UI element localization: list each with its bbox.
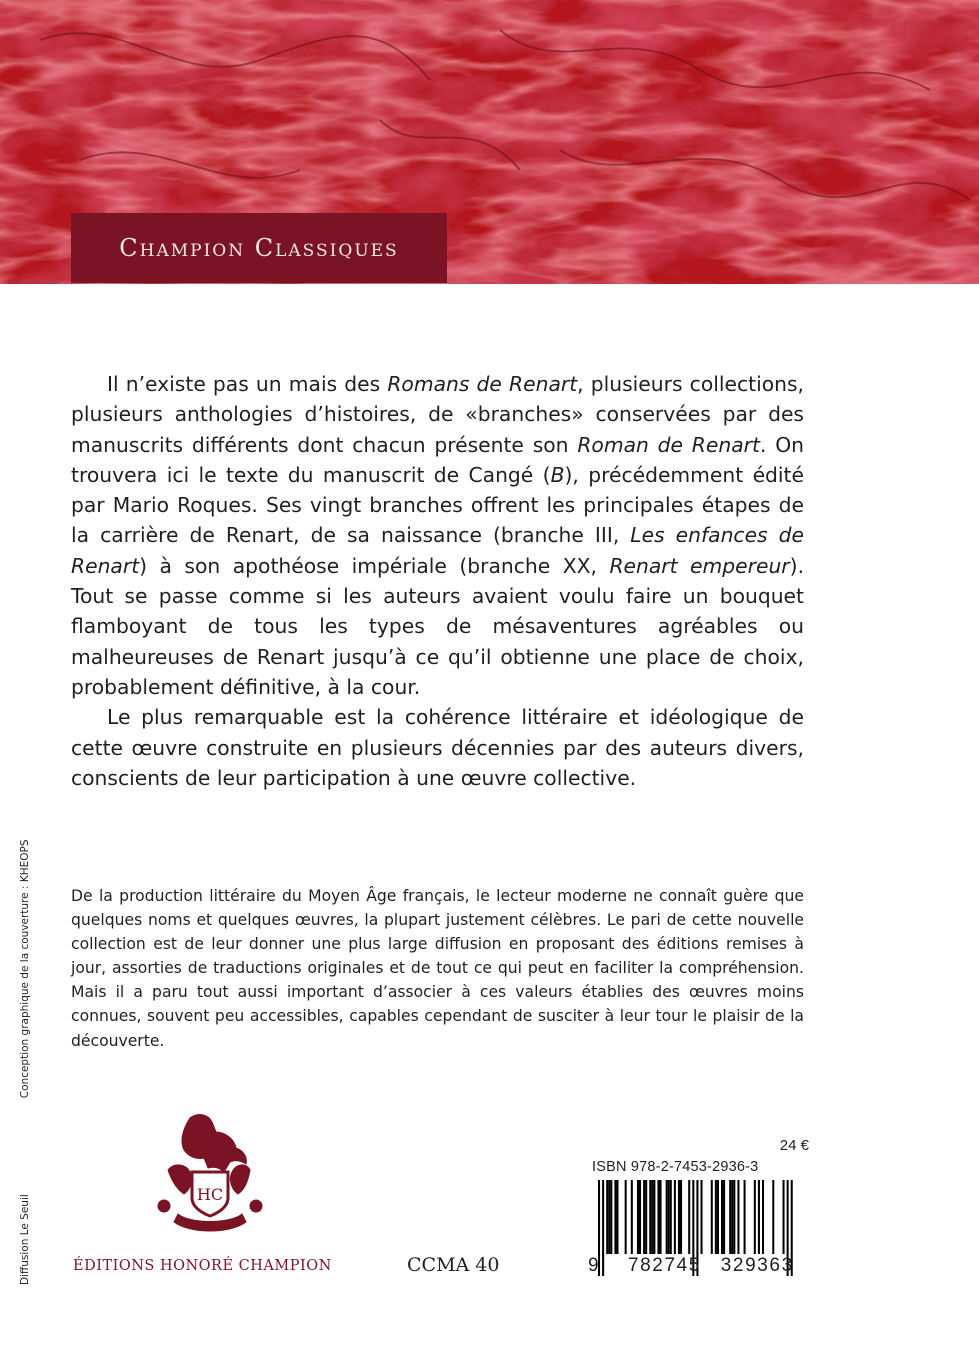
publisher-name: ÉDITIONS HONORÉ CHAMPION	[73, 1258, 332, 1274]
barcode-left-digits: 782745	[627, 1255, 701, 1276]
barcode-bar	[674, 1180, 676, 1254]
barcode-bar	[721, 1180, 723, 1254]
barcode-bar	[701, 1180, 703, 1254]
barcode-bar	[715, 1180, 717, 1254]
book-summary	[71, 369, 804, 793]
horse-crest-logo-icon	[150, 1110, 270, 1240]
barcode-bar	[651, 1180, 653, 1254]
barcode-bar	[688, 1180, 690, 1254]
barcode-digits	[588, 1255, 808, 1277]
barcode-bar	[666, 1180, 668, 1254]
design-credit: Conception graphique de la couverture : KHEOPS	[19, 839, 31, 1099]
barcode-bar	[653, 1180, 655, 1254]
distribution-credit: Diffusion Le Seuil	[19, 1194, 31, 1285]
summary-title-italic: Renart empereur	[609, 553, 790, 578]
summary-paragraph-2: Le plus remarquable est la cohérence littéraire et idéologique de cette œuvre construite en plusieurs décennies par des auteurs divers, conscients de leur participation à une œuvre collective.	[71, 705, 804, 790]
summary-paragraph-1	[71, 369, 804, 702]
barcode-bar	[625, 1180, 627, 1254]
barcode-bar	[758, 1180, 760, 1254]
barcode-bar	[737, 1180, 739, 1254]
barcode-bar	[631, 1180, 633, 1254]
barcode-bar	[643, 1180, 645, 1254]
barcode-bar	[649, 1180, 651, 1254]
barcode-bar	[772, 1180, 774, 1254]
barcode-bar	[639, 1180, 641, 1254]
summary-title-italic: Roman de Renart	[577, 432, 760, 457]
barcode-bar	[657, 1180, 659, 1254]
barcode-bar	[668, 1180, 670, 1254]
summary-title-italic: B	[550, 462, 565, 487]
series-title: Champion Classiques	[119, 234, 399, 262]
summary-text: ) à son apothéose impériale (branche XX,	[139, 553, 610, 578]
barcode-bar	[733, 1180, 735, 1254]
barcode-bar	[614, 1180, 616, 1254]
vertical-credits	[19, 839, 31, 1285]
summary-text: , plusieurs collections, plusieurs anthologies d’histoires, de «branches» conservées par des manuscrits différents dont chacun présente son	[71, 372, 804, 457]
barcode-bar	[729, 1180, 731, 1254]
barcode-bar	[754, 1180, 756, 1254]
isbn-label: ISBN 978-2-7453-2936-3	[592, 1159, 759, 1175]
barcode-bar	[606, 1180, 608, 1254]
barcode-bar	[670, 1180, 672, 1254]
barcode-bar	[610, 1180, 612, 1254]
barcode-right-digits: 329363	[720, 1255, 794, 1276]
summary-text: . On trouvera ici le texte du manuscrit de Cangé (	[71, 432, 805, 487]
summary-title-italic: Les enfances de Renart	[71, 523, 804, 578]
summary-title-italic: Romans de Renart	[387, 372, 578, 396]
barcode-bar	[783, 1180, 785, 1254]
summary-text: ), précédemment édité par Mario Roques. Ses vingt branches offrent les principales étapes de la carrière de Renart, de sa naissance (branche III,	[71, 462, 804, 548]
barcode-bar	[680, 1180, 682, 1254]
barcode-bar	[717, 1180, 719, 1254]
logo-monogram: HC	[196, 1185, 224, 1204]
barcode-bar	[660, 1180, 662, 1254]
summary-text: Il n’existe pas un mais des	[107, 372, 388, 396]
barcode-bar	[608, 1180, 610, 1254]
summary-text: ). Tout se passe comme si les auteurs avaient voulu faire un bouquet flamboyant de tous les types de mésaventures agréables ou malheureuses de Renart jusqu’à ce qu’il obtienne une place de choix, probablement définitive, à la cour.	[71, 553, 805, 699]
barcode-bar	[678, 1180, 680, 1254]
price: 24 €	[779, 1137, 809, 1154]
barcode-bar	[645, 1180, 647, 1254]
barcode-bar	[744, 1180, 746, 1254]
barcode-bar	[711, 1180, 713, 1254]
series-code: CCMA 40	[407, 1254, 500, 1276]
barcode-lead-digit: 9	[588, 1255, 601, 1276]
collection-description: De la production littéraire du Moyen Âge français, le lecteur moderne ne connaît guère que quelques noms et quelques œuvres, la plupart justement célèbres. Le pari de cette nouvelle collection est de leur donner une plus large diffusion en proposant des éditions remises à jour, assorties de traductions originales et de tout ce qui peut en faciliter la compréhension. Mais il a paru tout aussi important d’associer à ces valeurs établies des œuvres moins connues, souvent peu accessibles, capables cependant de susciter à leur tour le plaisir de la découverte.	[71, 887, 804, 1050]
barcode-bar	[723, 1180, 725, 1254]
barcode-bar	[762, 1180, 764, 1254]
barcode-bar	[731, 1180, 733, 1254]
barcode-bar	[637, 1180, 639, 1254]
series-title-box	[71, 213, 447, 283]
barcode-bar	[616, 1180, 618, 1254]
